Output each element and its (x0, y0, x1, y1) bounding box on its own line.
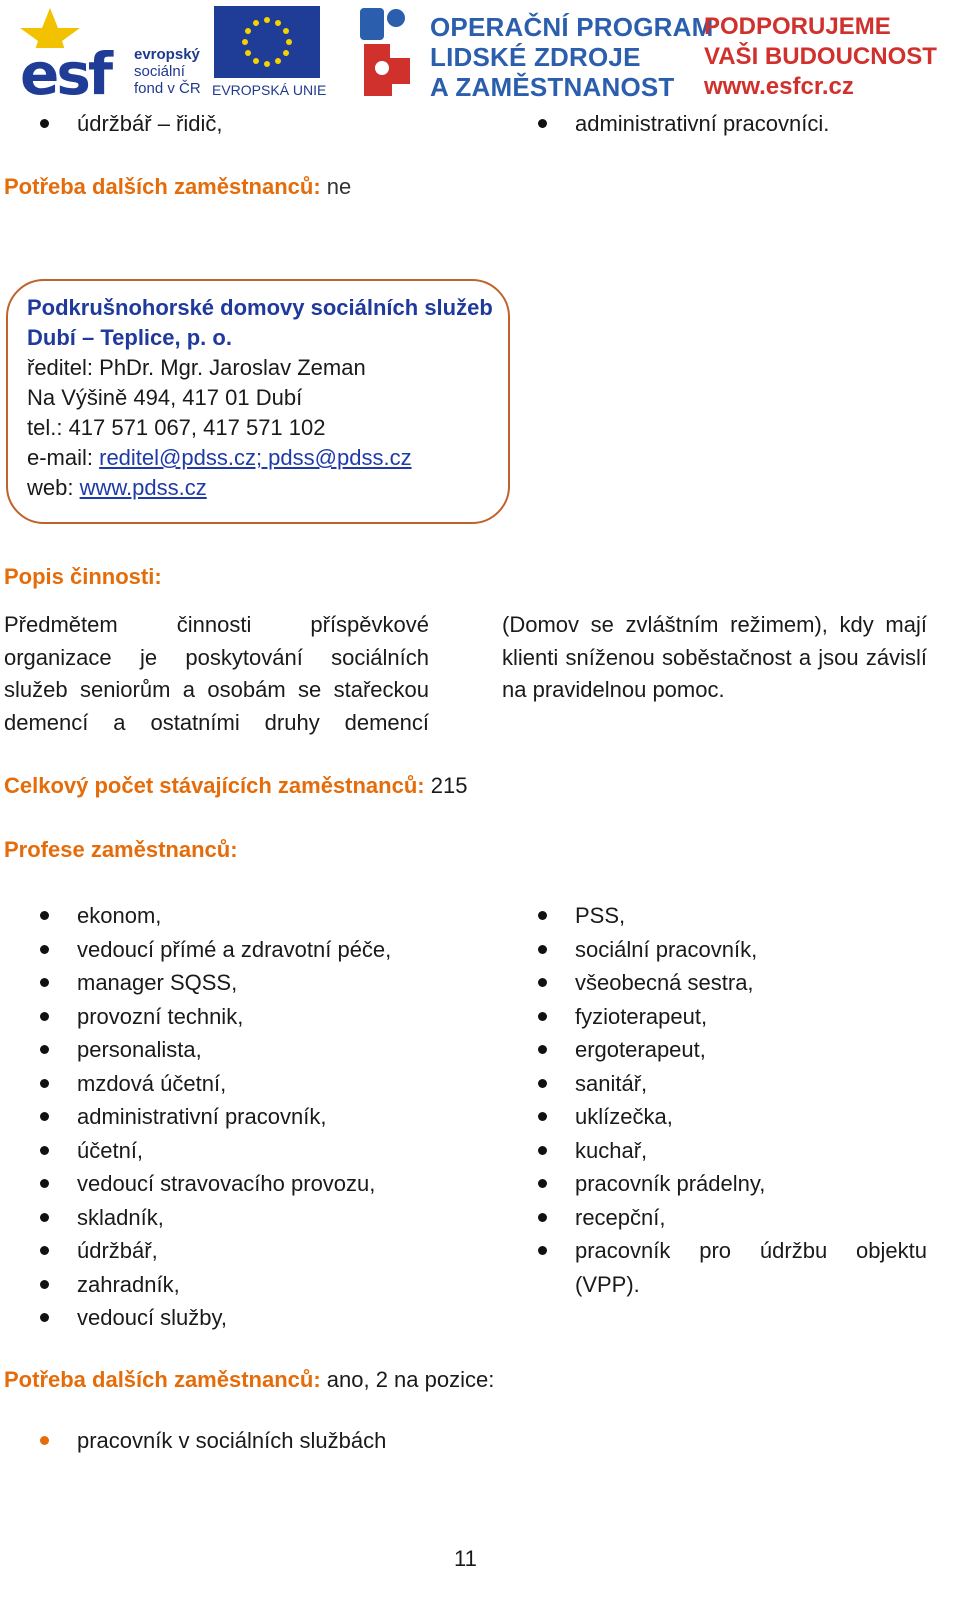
eu-flag-icon (214, 6, 320, 78)
activity-heading: Popis činnosti: (4, 564, 162, 589)
list-item: fyzioterapeut, (498, 1000, 927, 1034)
need-label: Potřeba dalších zaměstnanců: (4, 174, 321, 199)
director: ředitel: PhDr. Mgr. Jaroslav Zeman (27, 355, 366, 380)
web-line: web: www.pdss.cz (27, 475, 207, 500)
list-item: uklízečka, (498, 1100, 927, 1134)
list-item: sanitář, (498, 1067, 927, 1101)
need-value: ano, 2 na pozice: (320, 1367, 495, 1392)
employee-count-value: 215 (424, 773, 468, 798)
list-item: kuchař, (498, 1134, 927, 1168)
employee-count (4, 771, 467, 801)
list-item: vedoucí přímé a zdravotní péče, (0, 933, 480, 967)
list-item: pracovník prádelny, (498, 1167, 927, 1201)
list-item: manager SQSS, (0, 966, 480, 1000)
list-item: vedoucí stravovacího provozu, (0, 1167, 480, 1201)
esf-logo-icon (20, 6, 130, 98)
list-item: údržbář – řidič, (0, 107, 480, 141)
professions-list-right (498, 899, 927, 1301)
need-more-employees-1 (4, 172, 351, 202)
need-label: Potřeba dalších zaměstnanců: (4, 1367, 321, 1392)
list-item: skladník, (0, 1201, 480, 1235)
need-more-employees-2 (4, 1365, 494, 1395)
list-item: údržbář, (0, 1234, 480, 1268)
support-slogan: PODPORUJEME VAŠI BUDOUCNOST www.esfcr.cz (704, 13, 937, 100)
eu-label: EVROPSKÁ UNIE (212, 82, 327, 98)
top-bullet-left (0, 107, 480, 141)
page-number: 11 (454, 1546, 477, 1571)
open-positions-list (0, 1424, 600, 1458)
organization-name: Podkrušnohorské domovy sociálních služeb (27, 295, 493, 320)
list-item: ergoterapeut, (498, 1033, 927, 1067)
organization-name-line2: Dubí – Teplice, p. o. (27, 325, 232, 350)
address: Na Výšině 494, 417 01 Dubí (27, 385, 303, 410)
list-item: administrativní pracovník, (0, 1100, 480, 1134)
list-item: účetní, (0, 1134, 480, 1168)
list-item: recepční, (498, 1201, 927, 1235)
list-item: mzdová účetní, (0, 1067, 480, 1101)
list-item: sociální pracovník, (498, 933, 927, 967)
email-link[interactable]: reditel@pdss.cz; pdss@pdss.cz (99, 445, 412, 470)
header-logos (0, 0, 960, 105)
list-item: ekonom, (0, 899, 480, 933)
professions-heading: Profese zaměstnanců: (4, 837, 238, 862)
phone: tel.: 417 571 067, 417 571 102 (27, 415, 326, 440)
web-link[interactable]: www.pdss.cz (79, 475, 207, 500)
professions-list-left (0, 899, 480, 1335)
list-item: zahradník, (0, 1268, 480, 1302)
esf-label: evropský sociální fond v ČR (134, 46, 201, 97)
program-title: OPERAČNÍ PROGRAM LIDSKÉ ZDROJE A ZAMĚSTNANOST (430, 12, 714, 102)
list-item: vedoucí služby, (0, 1301, 480, 1335)
activity-text-right: (Domov se zvláštním režimem), kdy mají klienti sníženou soběstačnost a jsou závislí na pravidelnou pomoc. (502, 612, 927, 702)
top-bullet-right (498, 107, 938, 141)
svg-text:esf: esf (20, 40, 111, 98)
oplzz-figure-icon (356, 6, 422, 98)
need-value: ne (320, 174, 352, 199)
activity-text-left: Předmětem činnosti příspěvkové organizace je poskytování sociálních služeb seniorům a osobám se stařeckou demencí a ostatními druhy demencí (4, 612, 429, 735)
list-item: provozní technik, (0, 1000, 480, 1034)
list-item: pracovník v sociálních službách (0, 1424, 600, 1458)
employee-count-label: Celkový počet stávajících zaměstnanců: (4, 773, 425, 798)
list-item: administrativní pracovníci. (498, 107, 938, 141)
contact-box (6, 279, 510, 524)
list-item: všeobecná sestra, (498, 966, 927, 1000)
list-item: PSS, (498, 899, 927, 933)
list-item: pracovník pro údržbu objektu (VPP). (498, 1234, 927, 1301)
list-item: personalista, (0, 1033, 480, 1067)
email-line: e-mail: reditel@pdss.cz; pdss@pdss.cz (27, 445, 412, 470)
